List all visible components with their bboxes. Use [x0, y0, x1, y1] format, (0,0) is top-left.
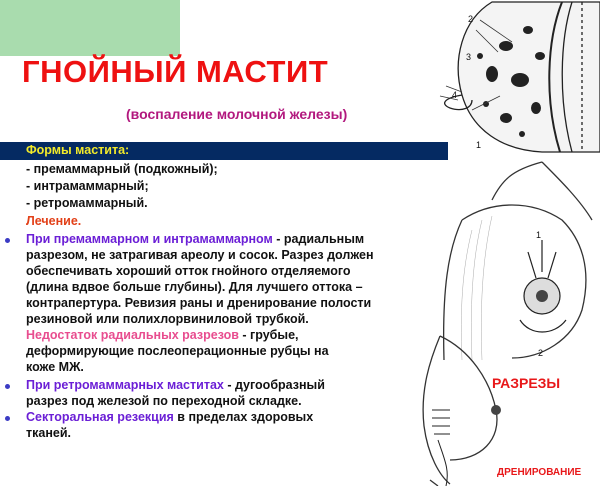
para4-lead: Секторальная резекция: [26, 410, 174, 424]
drainage-label: ДРЕНИРОВАНИЕ: [497, 467, 582, 478]
para1-line-1: [26, 231, 364, 247]
drainage-side-view-figure: [410, 330, 520, 486]
top-figure-number: 1: [476, 140, 482, 150]
para1-line-5: контрапертура. Ревизия раны и дренирование полости: [26, 296, 372, 310]
forms-item-premammary: - премаммарный (подкожный);: [26, 162, 218, 176]
para1-line-2: разрезом, не затрагивая ареолу и сосок. Разрез должен: [26, 248, 374, 262]
para2-line-3: коже МЖ.: [26, 360, 84, 374]
para3-line-2: разрез под железой по переходной складке.: [26, 394, 302, 408]
para4-line-1-rest: в пределах здоровых: [173, 410, 314, 424]
incisions-label: РАЗРЕЗЫ: [492, 375, 561, 391]
para1-line-3: обеспечивать хороший отток гнойного отделяемого: [26, 264, 351, 278]
breast-cross-section-figure: [432, 0, 600, 160]
green-decor-block: [0, 0, 180, 56]
para2-line-2: деформирующие послеоперационные рубцы на: [26, 344, 329, 358]
mid-figure-number: 2: [538, 348, 544, 358]
bullet-marker: [5, 416, 10, 421]
para1-line-4: (длина вдвое больше глубины). Для лучшего оттока –: [26, 280, 363, 294]
para3-line-1-rest: - дугообразный: [223, 378, 325, 392]
forms-heading: Формы мастита:: [26, 143, 130, 157]
top-figure-number: 4: [452, 90, 458, 100]
forms-item-retromammary: - ретромаммарный.: [26, 196, 148, 210]
para2-line-1: [26, 327, 299, 343]
para3-lead: При ретромаммарных маститах: [26, 378, 224, 392]
para3-line-1: [26, 377, 325, 393]
forms-item-intramammary: - интрамаммарный;: [26, 179, 149, 193]
bullet-marker: [5, 384, 10, 389]
treatment-heading: Лечение.: [26, 214, 82, 228]
para1-line-1-rest: - радиальным: [272, 232, 365, 246]
top-figure-number: 2: [468, 14, 474, 24]
para1-lead: При премаммарном и интрамаммарном: [26, 232, 273, 246]
top-figure-number: 3: [466, 52, 472, 62]
para2-lead: Недостаток радиальных разрезов: [26, 328, 239, 342]
para1-line-6: резиновой или полихлорвиниловой трубкой.: [26, 312, 309, 326]
page-title: ГНОЙНЫЙ МАСТИТ: [22, 54, 329, 89]
page-subtitle: (воспаление молочной железы): [126, 106, 348, 122]
bullet-marker: [5, 238, 10, 243]
para4-line-2: тканей.: [26, 426, 71, 440]
mid-figure-number: 1: [536, 230, 542, 240]
para2-line-1-rest: - грубые,: [238, 328, 299, 342]
para4-line-1: [26, 409, 313, 425]
